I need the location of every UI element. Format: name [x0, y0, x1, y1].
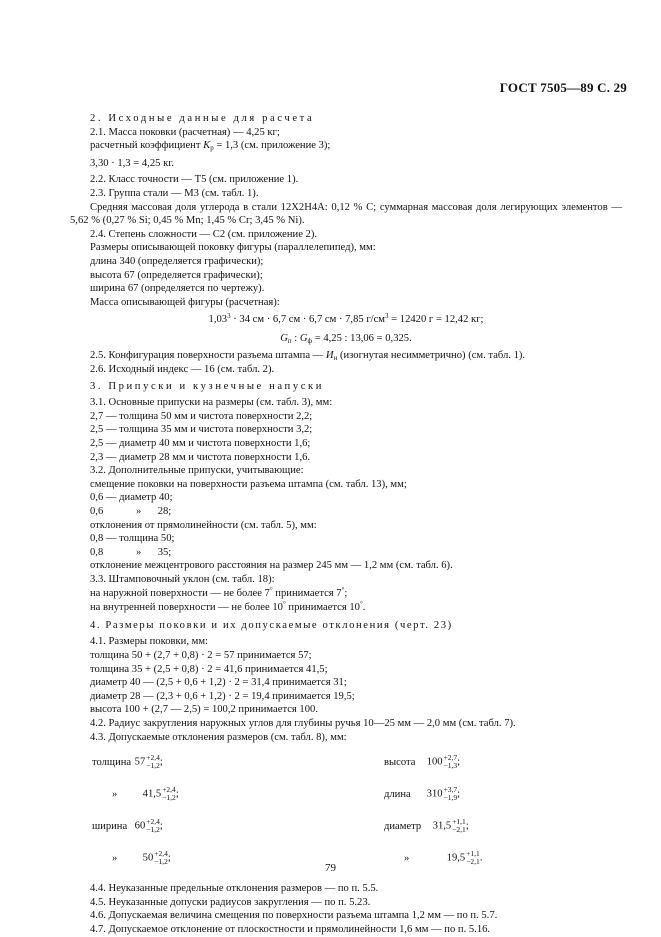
tolerance-item: » 50 +2,4 −1,2 ; — [112, 849, 171, 867]
text-line: 2.1. Масса поковки (расчетная) — 4,25 кг; — [90, 126, 280, 138]
text-line: 0,6 » 28; — [90, 506, 172, 518]
tolerance-item: » 19,5 +1,1 −2,1 . — [404, 849, 483, 867]
text-line: 4.6. Допускаемая величина смещения по поверхности разъема штампа 1,2 мм — по п. 5.7. — [90, 910, 498, 922]
text-line: длина 340 (определяется графически); — [90, 255, 264, 267]
document-body — [70, 112, 622, 937]
text-line: расчетный коэффициент Kр = 1,3 (см. приложение 3); — [90, 140, 331, 153]
text-line: 4.3. Допускаемые отклонения размеров (см. табл. 8), мм: — [90, 731, 347, 743]
tolerance-item: длина 310 +3,7 −1,9 ; — [384, 785, 461, 803]
page-header: ГОСТ 7505—89 С. 29 — [499, 80, 627, 95]
paragraph: Средняя массовая доля углерода в стали 12Х2Н4А: 0,12 % С; суммарная массовая доля легирующих элементов — 5,62 % (0,27 % Si; 0,45 % Mn; 1,45 % Cr; 3,45 % Ni). — [70, 201, 622, 227]
text-line: на внутренней поверхности — не более 10° принимается 10°. — [90, 600, 366, 614]
tolerance-item: высота 100 +2,7 −1,3 ; — [384, 753, 461, 771]
tolerance-item: диаметр 31,5 +1,1 −2,1 ; — [384, 817, 469, 835]
text-line: 3.3. Штамповочный уклон (см. табл. 18): — [90, 574, 275, 585]
text-line: отклонение межцентрового расстояния на размер 245 мм — 1,2 мм (см. табл. 6). — [90, 560, 453, 572]
text-line: толщина 50 + (2,7 + 0,8) · 2 = 57 принимается 57; — [90, 649, 312, 661]
formula-ratio: Gп : Gф = 4,25 : 13,06 = 0,325. — [280, 332, 412, 345]
text-line: смещение поковки на поверхности разъема штампа (см. табл. 13), мм; — [90, 478, 407, 490]
text-line: 4.7. Допускаемое отклонение от плоскостности и прямолинейности 1,6 мм — по п. 5.16. — [90, 923, 491, 935]
text-line: Размеры описывающей поковку фигуры (параллелепипед), мм: — [90, 242, 376, 254]
tolerance-item: ширина 60 +2,4 −1,2 ; — [92, 817, 163, 835]
text-line: 2,7 — толщина 50 мм и чистота поверхности 2,2; — [90, 410, 313, 422]
formula-mass: 1,03$^3$ · 34 см · 6,7 см · 6,7 см · 7,85 $г/см^3 = 12420$ г = 12,42 кг; — [208, 312, 484, 326]
text-line: на наружной поверхности — не более 7° принимается 7°; — [90, 585, 348, 599]
text-line: 4.5. Неуказанные допуски радиусов закругления — по п. 5.23. — [90, 896, 371, 908]
text-line: 3.2. Дополнительные припуски, учитывающие: — [90, 465, 304, 477]
text-line: высота 100 + (2,7 — 2,5) = 100,2 принимается 100. — [90, 704, 318, 716]
text-line: 0,8 — толщина 50; — [90, 533, 175, 545]
text-line: 0,6 — диаметр 40; — [90, 492, 173, 504]
text-line: диаметр 40 — (2,5 + 0,6 + 1,2) · 2 = 31,4 принимается 31; — [90, 677, 347, 689]
text-line: 4.4. Неуказанные предельные отклонения размеров — по п. 5.5. — [90, 883, 379, 895]
text-line: ширина 67 (определяется по чертежу). — [90, 283, 265, 295]
text-line: отклонения от прямолинейности (см. табл. 5), мм: — [90, 519, 317, 531]
text-line: толщина 35 + (2,5 + 0,8) · 2 = 41,6 принимается 41,5; — [90, 663, 328, 675]
text-line: 2.2. Класс точности — Т5 (см. приложение 1). — [90, 174, 299, 186]
section-heading: 3. Припуски и кузнечные напуски — [90, 380, 325, 392]
tolerance-item: толщина 57 +2,4 −1,2 ; — [92, 753, 163, 771]
tolerance-item: » 41,5 +2,4 −1,2 ; — [112, 785, 179, 803]
text-line: 2.3. Группа стали — М3 (см. табл. 1). — [90, 187, 259, 199]
text-line: 2.6. Исходный индекс — 16 (см. табл. 2). — [90, 364, 275, 376]
text-line: 2.4. Степень сложности — С2 (см. приложение 2). — [90, 228, 318, 240]
text-line: 2,5 — диаметр 40 мм и чистота поверхности 1,6; — [90, 438, 311, 450]
text-line: 3.1. Основные припуски на размеры (см. табл. 3), мм: — [90, 397, 333, 409]
text-line: 4.1. Размеры поковки, мм: — [90, 636, 208, 648]
text-line: 4.2. Радиус закругления наружных углов для глубины ручья 10—25 мм — 2,0 мм (см. табл. 7). — [90, 717, 516, 729]
text-line: 3,30 · 1,3 = 4,25 кг. — [90, 157, 175, 169]
text-line: 0,8 » 35; — [90, 546, 172, 558]
text-line: 2,5 — толщина 35 мм и чистота поверхности 3,2; — [90, 424, 313, 436]
page-number: 79 — [325, 862, 336, 874]
text-line: 2,3 — диаметр 28 мм и чистота поверхности 1,6. — [90, 451, 311, 463]
text-line: Масса описывающей фигуры (расчетная): — [90, 296, 280, 308]
section-heading: 2. Исходные данные для расчета — [90, 113, 315, 124]
text-line: высота 67 (определяется графически); — [90, 269, 263, 281]
text-line: 2.5. Конфигурация поверхности разъема штампа — Ин (изогнутая несимметрично) (см. табл. 1). — [90, 349, 526, 362]
section-heading: 4. Размеры поковки и их допускаемые отклонения (черт. 23) — [90, 619, 453, 631]
text-line: диаметр 28 — (2,3 + 0,6 + 1,2) · 2 = 19,4 принимается 19,5; — [90, 690, 355, 702]
